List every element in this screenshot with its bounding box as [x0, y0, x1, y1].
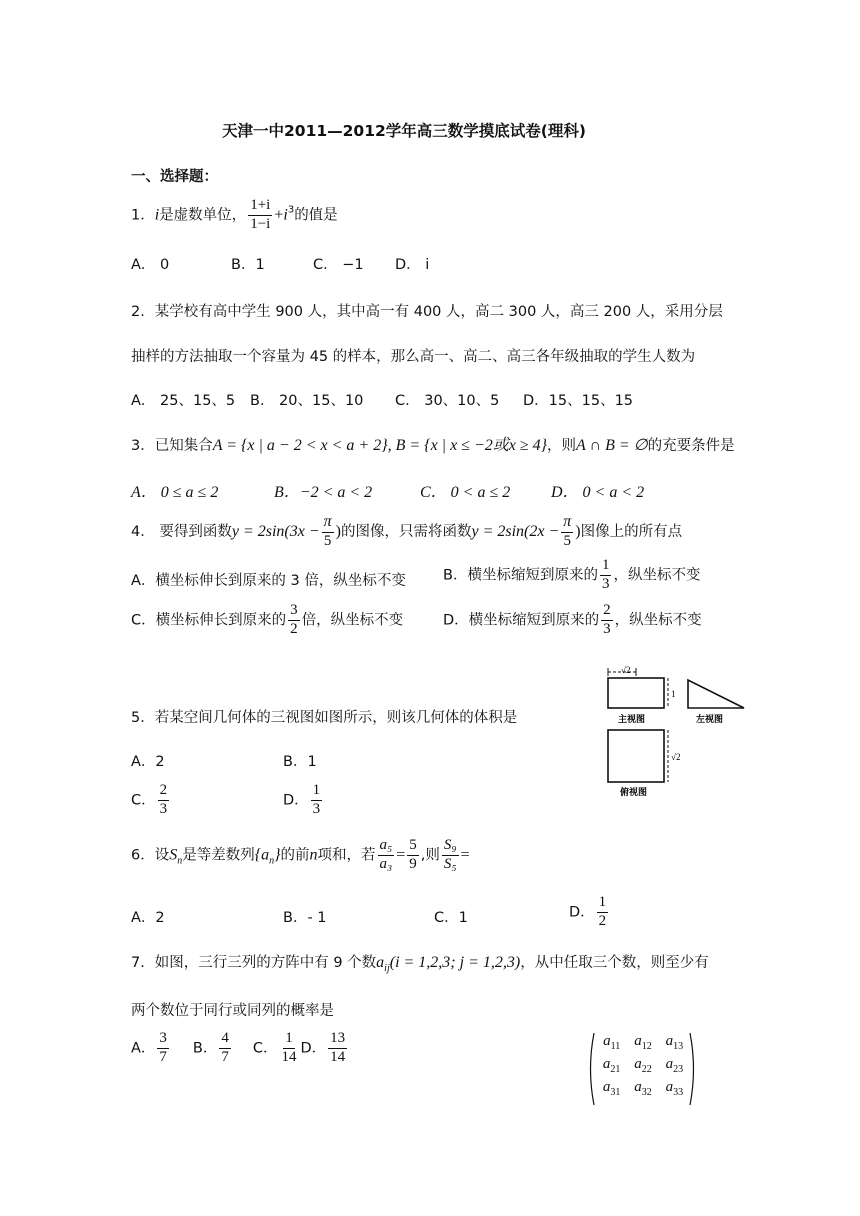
q6-text-a: 是等差数列 — [182, 847, 255, 864]
q5-opt-d-num: 1 — [311, 783, 323, 801]
q4-prefix: 4． 要得到函数 — [131, 523, 232, 540]
matrix-cell: $a_{32}$ — [634, 1079, 652, 1098]
q6-comma: ,则 — [420, 847, 440, 864]
q6-option-d — [569, 895, 610, 930]
q7-opt-a-frac — [157, 1031, 169, 1066]
q3-sets: A = {x | a − 2 < x < a + 2}, B = {x | x ≤ −2或x ≥ 4} — [212, 437, 548, 454]
dim-one: 1 — [671, 689, 676, 699]
label-front-view: 主视图 — [618, 715, 646, 725]
q3-option-d: D． 0 < a < 2 — [551, 484, 645, 501]
q7-opt-c-pre: C． — [252, 1040, 278, 1057]
q4-f2-pi: π — [561, 514, 573, 533]
q4-opt-d-post: ，纵坐标不变 — [614, 612, 702, 629]
q6-frac-a — [378, 838, 395, 873]
q4-opt-b-den: 3 — [601, 575, 610, 592]
matrix-cell: $a_{13}$ — [665, 1033, 684, 1052]
q3-text-c: 的充要条件是 — [647, 438, 735, 454]
q4-f2-frac — [561, 514, 573, 550]
q1-frac-num: 1+i — [248, 198, 272, 216]
matrix-cell: $a_{23}$ — [665, 1056, 684, 1075]
q6-opt-d-den: 2 — [598, 912, 607, 929]
q4-option-d — [443, 603, 702, 638]
three-view-figure — [598, 662, 758, 802]
q6-frac-b-num: 5 — [407, 838, 419, 856]
q6-opt-d-num: 1 — [597, 895, 609, 913]
q1-text-a: 是虚数单位， — [159, 207, 247, 224]
q6-an-close: } — [274, 846, 281, 864]
q7-opt-d-den: 14 — [330, 1048, 346, 1065]
dim-sqrt2-top: √2 — [621, 665, 631, 675]
q2-option-c: C． 30、10、5 — [395, 393, 500, 409]
q6-an-set: {a — [254, 846, 270, 864]
q5-option-d — [283, 783, 324, 818]
q6-text-b: 的前 — [280, 847, 310, 864]
q1-option-b: B．1 — [231, 257, 265, 273]
q6-frac-c — [442, 838, 459, 873]
label-top-view: 俯视图 — [620, 788, 648, 798]
q7-opt-a-num: 3 — [157, 1031, 169, 1049]
q5-opt-c-frac — [158, 783, 170, 818]
q7-line2: 两个数位于同行或同列的概率是 — [131, 1003, 334, 1019]
q1-prefix: 1． — [131, 207, 155, 224]
q5-text: 5．若某空间几何体的三视图如图所示，则该几何体的体积是 — [131, 710, 518, 726]
q7-opt-d-num: 13 — [328, 1031, 347, 1049]
q7-opt-b-frac — [219, 1031, 231, 1066]
q5-opt-d-frac — [311, 783, 323, 818]
q7-line1-pre: 7．如图，三行三列的方阵中有 9 个数 — [131, 955, 377, 971]
q1-option-d: D． i — [395, 257, 430, 273]
q3-option-c: C． 0 < a ≤ 2 — [420, 484, 511, 501]
matrix-a — [586, 1031, 698, 1107]
q5-option-c — [131, 783, 171, 818]
matrix-cell: $a_{12}$ — [634, 1033, 652, 1052]
question-1 — [131, 198, 338, 233]
q3-prefix: 3．已知集合 — [131, 438, 213, 454]
q4-opt-c-pre: C．横坐标伸长到原来的 — [131, 612, 287, 629]
q6-frac-a-den: a₃ — [379, 855, 393, 872]
q1-i-var: i — [154, 206, 160, 224]
q7-aij: a — [376, 954, 385, 971]
q6-option-b: B．- 1 — [283, 910, 327, 926]
question-4 — [131, 514, 682, 550]
q4-opt-b-num: 1 — [600, 558, 612, 576]
q5-opt-c-num: 2 — [158, 783, 170, 801]
q5-opt-c-den: 3 — [159, 800, 168, 817]
front-view — [608, 668, 668, 708]
q4-opt-c-post: 倍，纵坐标不变 — [301, 612, 404, 629]
q4-opt-d-den: 3 — [603, 620, 611, 637]
section-heading: 一、选择题： — [131, 169, 218, 185]
q2-line1: 2．某学校有高中学生 900 人，其中高一有 400 人，高二 300 人，高三 200 人，采用分层 — [131, 304, 723, 320]
q6-option-a: A．2 — [131, 910, 165, 926]
matrix-cell: $a_{11}$ — [603, 1033, 621, 1052]
matrix-cell: $a_{33}$ — [665, 1079, 684, 1098]
q4-text-a: 的图像，只需将函数 — [340, 523, 472, 540]
q7-opt-b-den: 7 — [221, 1048, 229, 1065]
q7-cond: (i = 1,2,3; j = 1,2,3) — [389, 954, 521, 971]
q3-option-b: B．−2 < a < 2 — [274, 484, 373, 501]
q6-an-sub: n — [269, 855, 275, 867]
matrix-grid — [596, 1033, 690, 1098]
q4-opt-c-den: 2 — [290, 620, 298, 637]
q2-option-a: A． 25、15、5 — [131, 393, 236, 409]
q1-pow-exp: 3 — [287, 204, 295, 216]
q6-text-c: 项和，若 — [317, 847, 376, 864]
q3-text-b: ，则 — [547, 438, 577, 454]
q7-line1-post: ，从中任取三个数，则至少有 — [520, 955, 709, 971]
q6-sn: S — [169, 846, 178, 864]
q4-f1-five: 5 — [323, 532, 332, 549]
q6-opt-d-pre: D． — [569, 904, 595, 921]
matrix-cell: $a_{21}$ — [602, 1056, 621, 1075]
q6-opt-d-frac — [597, 895, 609, 930]
q4-opt-c-frac — [288, 603, 300, 638]
q2-line2: 抽样的方法抽取一个容量为 45 的样本，那么高一、高二、高三各年级抽取的学生人数为 — [131, 349, 696, 365]
q5-option-a: A．2 — [131, 754, 165, 770]
q6-frac-b — [407, 838, 419, 873]
q4-text-b: 图像上的所有点 — [580, 523, 683, 540]
q4-opt-b-pre: B．横坐标缩短到原来的 — [443, 567, 598, 584]
q4-f1-paren: ) — [335, 522, 341, 540]
q7-opt-a-pre: A． — [131, 1040, 156, 1057]
q6-frac-c-num: S₉ — [442, 838, 459, 856]
q4-option-a: A．横坐标伸长到原来的 3 倍，纵坐标不变 — [131, 573, 406, 589]
q4-f1-pi: π — [322, 514, 334, 533]
matrix-cell: $a_{31}$ — [602, 1079, 621, 1098]
q1-fraction — [248, 198, 272, 233]
q4-opt-c-num: 3 — [288, 603, 300, 621]
q4-opt-d-pre: D．横坐标缩短到原来的 — [443, 612, 600, 629]
question-6 — [131, 838, 470, 873]
q1-option-c: C． −1 — [313, 257, 364, 273]
matrix-cell: $a_{22}$ — [634, 1056, 652, 1075]
q4-f1-frac — [322, 514, 334, 550]
label-side-view: 左视图 — [696, 715, 724, 725]
page-title: 天津一中2011—2012学年高三数学摸底试卷(理科) — [222, 122, 586, 140]
q1-text-b: 的值是 — [294, 207, 338, 224]
dim-sqrt2-right: √2 — [671, 752, 681, 762]
q6-option-c: C．1 — [434, 910, 468, 926]
q6-frac-b-den: 9 — [409, 855, 417, 872]
q5-option-b: B．1 — [283, 754, 317, 770]
q7-opt-b-pre: B． — [192, 1040, 218, 1057]
q2-option-b: B． 20、15、10 — [250, 393, 364, 409]
q4-f1: y = 2sin(3x − — [231, 522, 320, 540]
q4-f2: y = 2sin(2x − — [471, 522, 560, 540]
q3-option-a: A． 0 ≤ a ≤ 2 — [131, 484, 219, 501]
q1-plus: + — [274, 206, 284, 224]
q5-opt-d-den: 3 — [312, 800, 321, 817]
q6-frac-c-den: S₅ — [443, 855, 457, 872]
q7-opt-c-num: 1 — [283, 1031, 295, 1049]
q1-option-a: A． 0 — [131, 257, 170, 273]
top-view — [608, 730, 668, 782]
q4-opt-b-frac — [600, 558, 612, 593]
q2-option-d: D．15、15、15 — [523, 393, 634, 409]
q4-opt-d-frac — [601, 603, 613, 638]
q7-opt-c-frac — [280, 1031, 299, 1066]
q6-n: n — [309, 846, 318, 864]
side-view — [688, 680, 744, 708]
q7-opt-d-frac — [328, 1031, 347, 1066]
q4-opt-b-post: ，纵坐标不变 — [613, 567, 701, 584]
q7-opt-c-den: 14 — [281, 1048, 297, 1065]
question-3 — [131, 432, 735, 455]
q6-sn-sub: n — [177, 855, 183, 867]
q4-opt-d-num: 2 — [601, 603, 613, 621]
q5-opt-d-pre: D． — [283, 792, 309, 809]
q1-frac-den: 1−i — [250, 215, 271, 232]
q4-option-c — [131, 603, 403, 638]
q5-opt-c-pre: C． — [131, 792, 156, 809]
q6-eq: = — [396, 846, 406, 864]
q6-eq2: = — [460, 846, 470, 864]
q7-aij-sub: ij — [384, 963, 390, 974]
q7-opt-b-num: 4 — [219, 1031, 231, 1049]
q6-prefix: 6．设 — [131, 847, 170, 864]
q4-f2-paren: ) — [575, 522, 581, 540]
q3-condition: A ∩ B = ∅ — [576, 437, 648, 454]
q4-f2-five: 5 — [563, 532, 572, 549]
q7-opt-a-den: 7 — [159, 1048, 167, 1065]
q6-frac-a-num: a₅ — [378, 838, 395, 856]
q4-option-b — [443, 558, 700, 593]
question-7-line1 — [131, 951, 709, 974]
q7-opt-d-pre: D． — [300, 1040, 327, 1057]
q7-options — [131, 1031, 349, 1066]
q1-pow-base: i — [283, 206, 288, 224]
